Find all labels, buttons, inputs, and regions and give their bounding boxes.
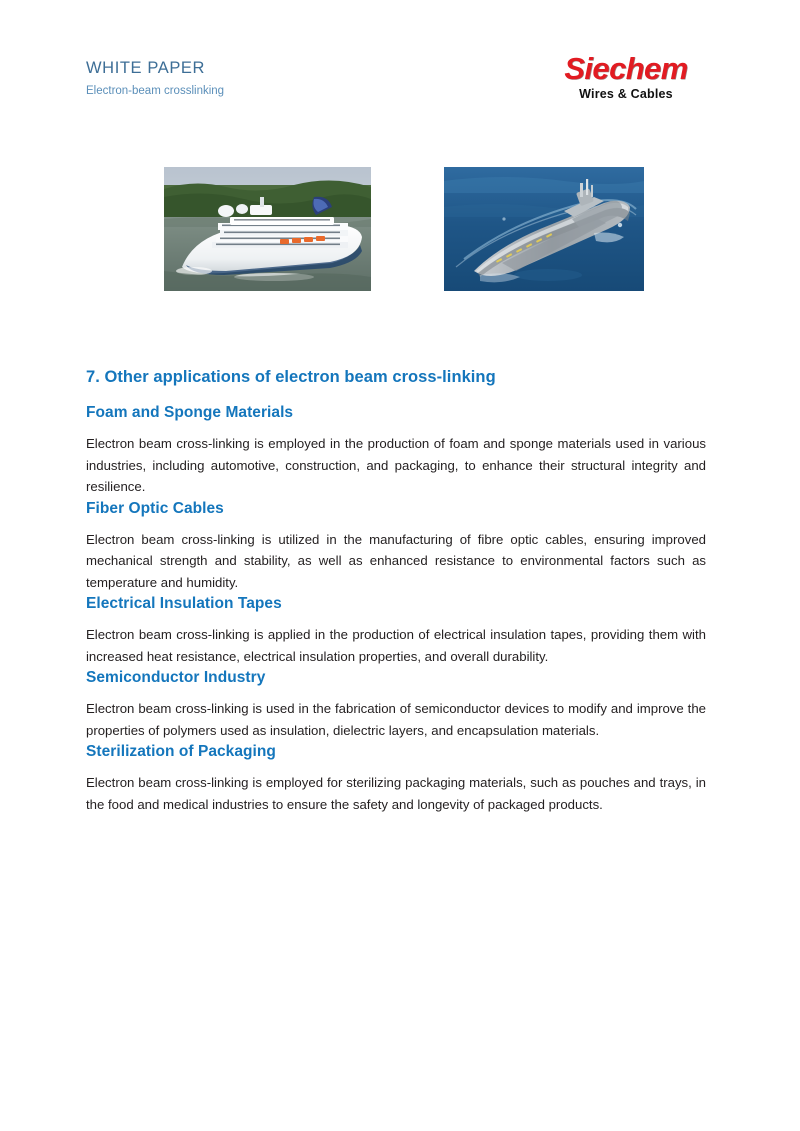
subsection-paragraph: Electron beam cross-linking is applied in the production of electrical insulation tapes, providing them with increased heat resistance, electrical insulation properties, and overall durability. <box>86 627 706 664</box>
subsection-foam-and-sponge-materials <box>86 402 706 498</box>
subsection-paragraph: Electron beam cross-linking is employed in the production of foam and sponge materials used in various industries, including automotive, construction, and packaging, to enhance their structural integrity and resilience. <box>86 436 706 494</box>
subsection-heading: Electrical Insulation Tapes <box>86 595 282 612</box>
subsection-electrical-insulation-tapes <box>86 593 706 667</box>
subsection-fiber-optic-cables <box>86 498 706 594</box>
company-logo <box>538 52 714 102</box>
cruise-ship-illustration <box>164 167 371 291</box>
subsection-heading: Sterilization of Packaging <box>86 743 276 760</box>
subsection-sterilization-of-packaging <box>86 741 706 815</box>
subsection-semiconductor-industry <box>86 667 706 741</box>
subsection-heading: Fiber Optic Cables <box>86 499 224 517</box>
subsection-paragraph: Electron beam cross-linking is utilized in the manufacturing of fibre optic cables, ensuring improved mechanical strength and stability, as well as enhanced resistance to environmental factors such as temperature and humidity. <box>86 531 706 590</box>
page-title: WHITE PAPER <box>86 59 206 77</box>
image-row <box>164 167 644 291</box>
section-heading: 7. Other applications of electron beam cross-linking <box>86 368 496 386</box>
aircraft-carrier-photo <box>444 167 644 291</box>
logo-brand-text: Siechem <box>564 51 688 86</box>
cruise-ship-photo <box>164 167 371 291</box>
aircraft-carrier-illustration <box>444 167 644 291</box>
subsection-paragraph: Electron beam cross-linking is used in the fabrication of semiconductor devices to modify and improve the properties of polymers used as insulation, dielectric layers, and encapsulation materials. <box>86 701 706 738</box>
subsection-heading: Semiconductor Industry <box>86 669 266 686</box>
document-body <box>86 366 706 815</box>
subsection-heading: Foam and Sponge Materials <box>86 404 294 421</box>
subsection-paragraph: Electron beam cross-linking is employed for sterilizing packaging materials, such as pouches and trays, in the food and medical industries to ensure the safety and longevity of packaged products. <box>86 775 706 812</box>
logo-tagline-text: Wires & Cables <box>579 87 673 101</box>
page-subtitle: Electron-beam crosslinking <box>86 85 225 97</box>
